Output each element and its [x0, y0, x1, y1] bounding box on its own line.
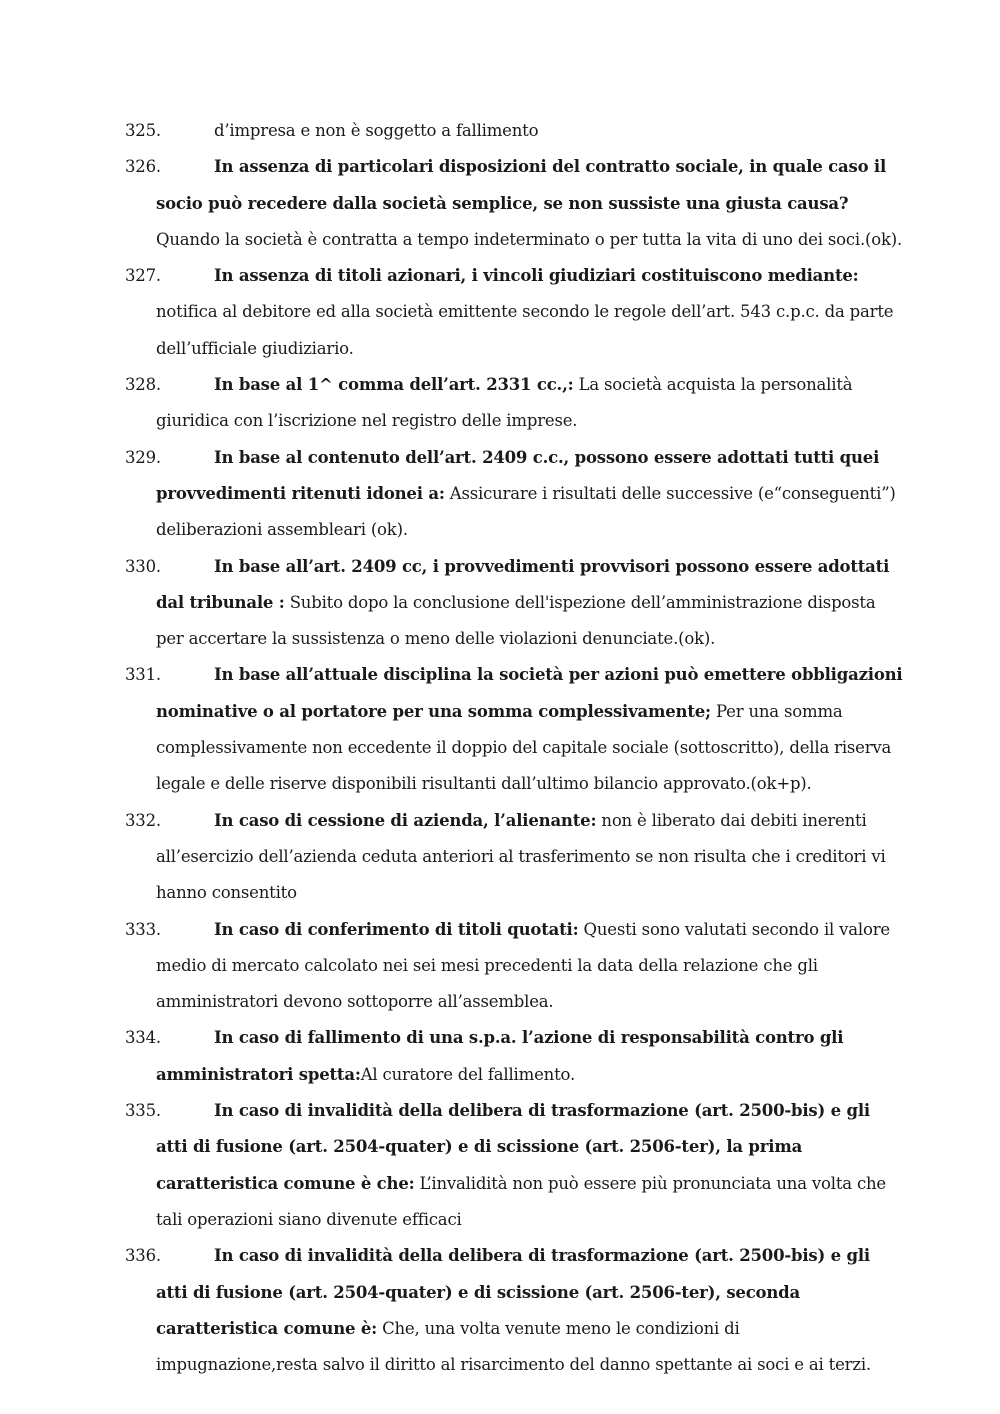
- list-item: [125, 912, 905, 1021]
- item-question: In assenza di titoli azionari, i vincoli giudiziari costituiscono mediante:: [214, 266, 859, 286]
- item-answer: Subito dopo la conclusione dell'ispezione dell’amministrazione disposta per accertare la sussistenza o meno delle violazioni denunciate.(ok).: [156, 592, 876, 649]
- item-answer: Assicurare i risultati delle successive (e“conseguenti”) deliberazioni assembleari (ok).: [156, 483, 896, 540]
- list-item: [125, 367, 905, 440]
- item-answer: Per una somma complessivamente non eccedente il doppio del capitale sociale (sottoscritto), della riserva legale e delle riserve disponibili risultanti dall’ultimo bilancio approvato.(ok+p).: [156, 701, 892, 794]
- list-item: [125, 113, 905, 149]
- item-number: 335.: [125, 1101, 161, 1121]
- item-question: In caso di fallimento di una s.p.a. l’azione di responsabilità contro gli amministratori spetta:: [156, 1028, 844, 1084]
- item-number: 328.: [125, 375, 161, 395]
- item-number: 333.: [125, 919, 161, 939]
- item-question: In caso di conferimento di titoli quotati:: [214, 919, 579, 939]
- item-answer: Questi sono valutati secondo il valore medio di mercato calcolato nei sei mesi precedenti la data della relazione che gli amministratori devono sottoporre all’assemblea.: [156, 919, 890, 1012]
- item-answer: Al curatore del fallimento.: [360, 1064, 575, 1084]
- item-answer: notifica al debitore ed alla società emittente secondo le regole dell’art. 543 c.p.c. da parte dell’ufficiale giudiziario.: [156, 302, 894, 358]
- numbered-list: [125, 113, 905, 1383]
- item-answer: non è liberato dai debiti inerenti all’esercizio dell’azienda ceduta anteriori al trasferimento se non risulta che i creditori vi hanno consentito: [156, 810, 886, 903]
- item-answer: Che, una volta venute meno le condizioni di impugnazione,resta salvo il diritto al risarcimento del danno spettante ai soci e ai terzi.: [156, 1318, 871, 1375]
- item-question: In base all’attuale disciplina la società per azioni può emettere obbligazioni nominative o al portatore per una somma complessivamente;: [156, 665, 903, 721]
- item-number: 336.: [125, 1246, 161, 1266]
- list-item: [125, 258, 905, 367]
- list-item: [125, 1020, 905, 1093]
- item-number: 327.: [125, 266, 161, 286]
- item-question: In base all’art. 2409 cc, i provvedimenti provvisori possono essere adottati dal tribunale :: [156, 556, 890, 612]
- item-number: 326.: [125, 157, 161, 177]
- item-number: 332.: [125, 810, 161, 830]
- item-number: 331.: [125, 665, 161, 685]
- item-number: 330.: [125, 556, 161, 576]
- list-item: [125, 657, 905, 802]
- item-answer: La società acquista la personalità giuridica con l’iscrizione nel registro delle imprese.: [156, 375, 853, 431]
- item-number: 325.: [125, 121, 161, 140]
- list-item: [125, 440, 905, 549]
- list-item: [125, 549, 905, 658]
- item-answer: Quando la società è contratta a tempo indeterminato o per tutta la vita di uno dei soci.(ok).: [156, 229, 903, 249]
- item-answer: d’impresa e non è soggetto a fallimento: [214, 121, 539, 140]
- item-question: In base al contenuto dell’art. 2409 c.c., possono essere adottati tutti quei provvedimenti ritenuti idonei a:: [156, 447, 880, 503]
- item-question: In base al 1^ comma dell’art. 2331 cc.,:: [214, 375, 574, 395]
- list-item: [125, 149, 905, 258]
- item-question: In caso di invalidità della delibera di trasformazione (art. 2500-bis) e gli atti di fusione (art. 2504-quater) e di scissione (art. 2506-ter), seconda caratteristica comune è:: [156, 1246, 870, 1338]
- item-question: In assenza di particolari disposizioni del contratto sociale, in quale caso il socio può recedere dalla società semplice, se non sussiste una giusta causa?: [156, 157, 887, 213]
- list-item: [125, 1093, 905, 1238]
- item-number: 329.: [125, 447, 161, 467]
- list-item: [125, 1238, 905, 1383]
- item-answer: L’invalidità non può essere più pronunciata una volta che tali operazioni siano divenute efficaci: [156, 1173, 886, 1229]
- list-item: [125, 803, 905, 912]
- item-number: 334.: [125, 1028, 161, 1048]
- item-question: In caso di invalidità della delibera di trasformazione (art. 2500-bis) e gli atti di fusione (art. 2504-quater) e di scissione (art. 2506-ter), la prima caratteristica comune è che:: [156, 1101, 870, 1193]
- item-question: In caso di cessione di azienda, l’alienante:: [214, 810, 597, 830]
